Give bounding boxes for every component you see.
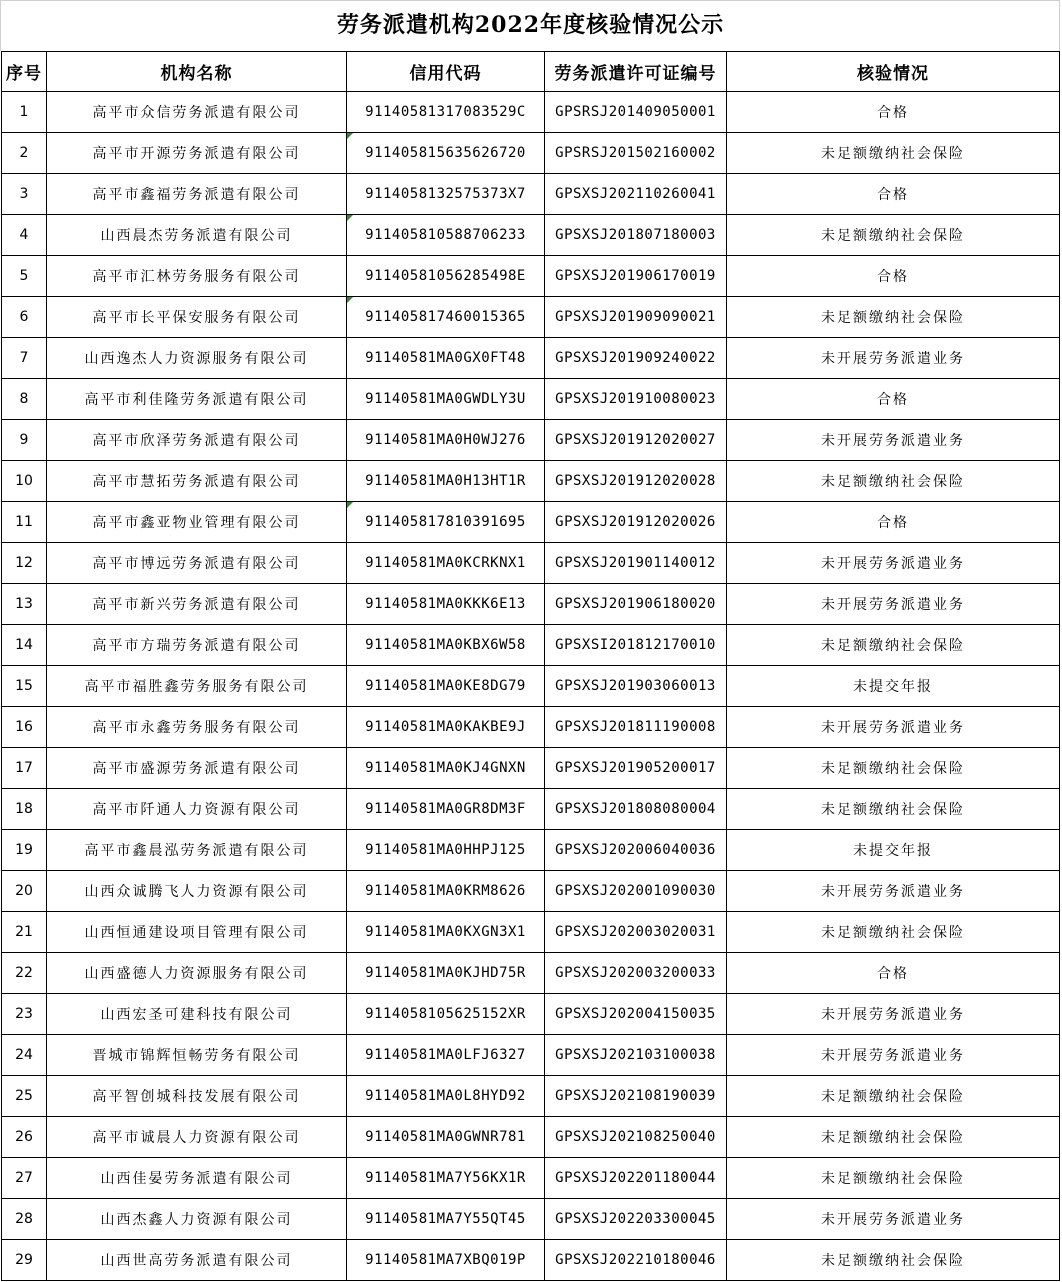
cell-status[interactable]: 未足额缴纳社会保险: [727, 461, 1060, 502]
cell-credit-code[interactable]: 91140581MA0KJHD75R: [347, 953, 545, 994]
cell-status[interactable]: 未足额缴纳社会保险: [727, 748, 1060, 789]
cell-credit-code[interactable]: 91140581MA0GR8DM3F: [347, 789, 545, 830]
cell-status[interactable]: 未足额缴纳社会保险: [727, 789, 1060, 830]
cell-status[interactable]: 未足额缴纳社会保险: [727, 625, 1060, 666]
header-seq[interactable]: 序号: [2, 52, 47, 92]
cell-credit-code[interactable]: 91140581MA0KAKBE9J: [347, 707, 545, 748]
cell-agency-name[interactable]: 高平智创城科技发展有限公司: [47, 1076, 347, 1117]
header-name[interactable]: 机构名称: [47, 52, 347, 92]
cell-license-no[interactable]: GPSXSJ201906170019: [545, 256, 727, 297]
cell-status[interactable]: 合格: [727, 502, 1060, 543]
header-row: [2, 52, 1060, 92]
cell-agency-name[interactable]: 高平市开源劳务派遣有限公司: [47, 133, 347, 174]
table-row: [2, 338, 1060, 379]
cell-credit-code[interactable]: 911405817810391695: [347, 502, 545, 543]
cell-status[interactable]: 合格: [727, 256, 1060, 297]
cell-seq[interactable]: 25: [2, 1076, 47, 1117]
cell-credit-code[interactable]: 91140581MA0KJ4GNXN: [347, 748, 545, 789]
cell-seq[interactable]: 14: [2, 625, 47, 666]
cell-license-no[interactable]: GPSXSJ201909240022: [545, 338, 727, 379]
cell-seq[interactable]: 4: [2, 215, 47, 256]
cell-agency-name[interactable]: 高平市鑫晨泓劳务派遣有限公司: [47, 830, 347, 871]
cell-seq[interactable]: 1: [2, 92, 47, 133]
cell-seq[interactable]: 22: [2, 953, 47, 994]
cell-credit-code[interactable]: 911405810588706233: [347, 215, 545, 256]
cell-credit-code[interactable]: 91140581MA0KXGN3X1: [347, 912, 545, 953]
cell-agency-name[interactable]: 山西恒通建设项目管理有限公司: [47, 912, 347, 953]
cell-seq[interactable]: 16: [2, 707, 47, 748]
cell-agency-name[interactable]: 晋城市锦辉恒畅劳务有限公司: [47, 1035, 347, 1076]
table-row: [2, 174, 1060, 215]
table-row: [2, 502, 1060, 543]
cell-status[interactable]: 未开展劳务派遣业务: [727, 1199, 1060, 1240]
cell-status[interactable]: 未开展劳务派遣业务: [727, 1035, 1060, 1076]
cell-seq[interactable]: 7: [2, 338, 47, 379]
cell-status[interactable]: 未开展劳务派遣业务: [727, 707, 1060, 748]
cell-seq[interactable]: 17: [2, 748, 47, 789]
cell-status[interactable]: 未提交年报: [727, 830, 1060, 871]
cell-license-no[interactable]: GPSXSJ201909090021: [545, 297, 727, 338]
cell-credit-code[interactable]: 91140581MA0KCRKNX1: [347, 543, 545, 584]
cell-credit-code[interactable]: 91140581MA0KE8DG79: [347, 666, 545, 707]
cell-license-no[interactable]: GPSXSJ201903060013: [545, 666, 727, 707]
cell-status[interactable]: 未开展劳务派遣业务: [727, 994, 1060, 1035]
cell-agency-name[interactable]: 高平市利佳隆劳务派遣有限公司: [47, 379, 347, 420]
cell-seq[interactable]: 6: [2, 297, 47, 338]
table-row: [2, 420, 1060, 461]
cell-seq[interactable]: 28: [2, 1199, 47, 1240]
cell-agency-name[interactable]: 山西逸杰人力资源服务有限公司: [47, 338, 347, 379]
cell-license-no[interactable]: GPSXSJ202108250040: [545, 1117, 727, 1158]
agency-table: [1, 51, 1060, 1281]
cell-agency-name[interactable]: 山西宏圣可建科技有限公司: [47, 994, 347, 1035]
table-row: [2, 379, 1060, 420]
cell-credit-code[interactable]: 9114058105625152XR: [347, 994, 545, 1035]
cell-credit-code[interactable]: 91140581MA0GWDLY3U: [347, 379, 545, 420]
cell-license-no[interactable]: GPSXSJ201906180020: [545, 584, 727, 625]
cell-license-no[interactable]: GPSXSJ202203300045: [545, 1199, 727, 1240]
cell-agency-name[interactable]: 高平市新兴劳务派遣有限公司: [47, 584, 347, 625]
cell-license-no[interactable]: GPSXSJ201912020027: [545, 420, 727, 461]
table-row: [2, 1240, 1060, 1281]
cell-status[interactable]: 未足额缴纳社会保险: [727, 297, 1060, 338]
cell-agency-name[interactable]: 山西佳晏劳务派遣有限公司: [47, 1158, 347, 1199]
cell-status[interactable]: 未足额缴纳社会保险: [727, 1158, 1060, 1199]
cell-agency-name[interactable]: 高平市欣泽劳务派遣有限公司: [47, 420, 347, 461]
cell-seq[interactable]: 27: [2, 1158, 47, 1199]
cell-agency-name[interactable]: 山西众诚腾飞人力资源有限公司: [47, 871, 347, 912]
cell-license-no[interactable]: GPSXSI201812170010: [545, 625, 727, 666]
header-status[interactable]: 核验情况: [727, 52, 1060, 92]
cell-credit-code[interactable]: 91140581MA0KKK6E13: [347, 584, 545, 625]
table-row: [2, 1117, 1060, 1158]
cell-credit-code[interactable]: 911405817460015365: [347, 297, 545, 338]
cell-status[interactable]: 未开展劳务派遣业务: [727, 543, 1060, 584]
table-row: [2, 625, 1060, 666]
cell-seq[interactable]: 13: [2, 584, 47, 625]
cell-status[interactable]: 未足额缴纳社会保险: [727, 1240, 1060, 1281]
cell-credit-code[interactable]: 91140581MA0LFJ6327: [347, 1035, 545, 1076]
cell-license-no[interactable]: GPSXSJ201912020028: [545, 461, 727, 502]
table-row: [2, 461, 1060, 502]
cell-status[interactable]: 未提交年报: [727, 666, 1060, 707]
table-row: [2, 1076, 1060, 1117]
cell-agency-name[interactable]: 高平市方瑞劳务派遣有限公司: [47, 625, 347, 666]
cell-seq[interactable]: 23: [2, 994, 47, 1035]
table-row: [2, 92, 1060, 133]
page-title: 劳务派遣机构2022年度核验情况公示: [336, 12, 725, 38]
cell-credit-code[interactable]: 91140581MA0L8HYD92: [347, 1076, 545, 1117]
table-row: [2, 215, 1060, 256]
cell-seq[interactable]: 9: [2, 420, 47, 461]
cell-status[interactable]: 未足额缴纳社会保险: [727, 1076, 1060, 1117]
cell-license-no[interactable]: GPSXSJ202006040036: [545, 830, 727, 871]
table-row: [2, 871, 1060, 912]
cell-agency-name[interactable]: 高平市鑫亚物业管理有限公司: [47, 502, 347, 543]
cell-license-no[interactable]: GPSXSJ201912020026: [545, 502, 727, 543]
cell-seq[interactable]: 2: [2, 133, 47, 174]
table-row: [2, 1199, 1060, 1240]
table-row: [2, 707, 1060, 748]
cell-status[interactable]: 合格: [727, 174, 1060, 215]
cell-license-no[interactable]: GPSXSJ201811190008: [545, 707, 727, 748]
table-row: [2, 953, 1060, 994]
cell-credit-code[interactable]: 91140581056285498E: [347, 256, 545, 297]
cell-credit-code[interactable]: 91140581MA7Y55QT45: [347, 1199, 545, 1240]
cell-license-no[interactable]: GPSXSJ202001090030: [545, 871, 727, 912]
cell-seq[interactable]: 10: [2, 461, 47, 502]
table-row: [2, 297, 1060, 338]
cell-seq[interactable]: 18: [2, 789, 47, 830]
cell-license-no[interactable]: GPSXSJ202201180044: [545, 1158, 727, 1199]
table-row: [2, 1158, 1060, 1199]
cell-agency-name[interactable]: 高平市阡通人力资源有限公司: [47, 789, 347, 830]
cell-seq[interactable]: 15: [2, 666, 47, 707]
cell-seq[interactable]: 29: [2, 1240, 47, 1281]
cell-status[interactable]: 未足额缴纳社会保险: [727, 133, 1060, 174]
cell-seq[interactable]: 24: [2, 1035, 47, 1076]
cell-seq[interactable]: 8: [2, 379, 47, 420]
table-row: [2, 133, 1060, 174]
cell-seq[interactable]: 5: [2, 256, 47, 297]
cell-agency-name[interactable]: 高平市汇林劳务服务有限公司: [47, 256, 347, 297]
cell-status[interactable]: 合格: [727, 92, 1060, 133]
cell-agency-name[interactable]: 高平市永鑫劳务服务有限公司: [47, 707, 347, 748]
cell-status[interactable]: 未开展劳务派遣业务: [727, 338, 1060, 379]
cell-agency-name[interactable]: 高平市盛源劳务派遣有限公司: [47, 748, 347, 789]
cell-seq[interactable]: 19: [2, 830, 47, 871]
cell-agency-name[interactable]: 高平市博远劳务派遣有限公司: [47, 543, 347, 584]
table-row: [2, 789, 1060, 830]
cell-status[interactable]: 未开展劳务派遣业务: [727, 871, 1060, 912]
cell-seq[interactable]: 26: [2, 1117, 47, 1158]
table-row: [2, 830, 1060, 871]
cell-credit-code[interactable]: 91140581MA0GX0FT48: [347, 338, 545, 379]
cell-credit-code[interactable]: 9114058132575373X7: [347, 174, 545, 215]
table-row: [2, 994, 1060, 1035]
table-row: [2, 1035, 1060, 1076]
header-credit-code[interactable]: 信用代码: [347, 52, 545, 92]
cell-credit-code[interactable]: 911405815635626720: [347, 133, 545, 174]
cell-credit-code[interactable]: 91140581MA0KRM8626: [347, 871, 545, 912]
cell-status[interactable]: 未足额缴纳社会保险: [727, 215, 1060, 256]
cell-status[interactable]: 合格: [727, 953, 1060, 994]
cell-credit-code[interactable]: 91140581MA0H0WJ276: [347, 420, 545, 461]
cell-agency-name[interactable]: 高平市诚晨人力资源有限公司: [47, 1117, 347, 1158]
cell-license-no[interactable]: GPSXSJ202110260041: [545, 174, 727, 215]
cell-status[interactable]: 未开展劳务派遣业务: [727, 420, 1060, 461]
table-row: [2, 666, 1060, 707]
cell-status[interactable]: 未足额缴纳社会保险: [727, 1117, 1060, 1158]
cell-agency-name[interactable]: 高平市鑫福劳务派遣有限公司: [47, 174, 347, 215]
cell-credit-code[interactable]: 91140581MA0H13HT1R: [347, 461, 545, 502]
table-row: [2, 748, 1060, 789]
cell-license-no[interactable]: GPSXSJ201807180003: [545, 215, 727, 256]
cell-status[interactable]: 未足额缴纳社会保险: [727, 912, 1060, 953]
cell-status[interactable]: 合格: [727, 379, 1060, 420]
table-row: [2, 256, 1060, 297]
cell-license-no[interactable]: GPSXSJ202003200033: [545, 953, 727, 994]
cell-agency-name[interactable]: 高平市福胜鑫劳务服务有限公司: [47, 666, 347, 707]
cell-license-no[interactable]: GPSXSJ202210180046: [545, 1240, 727, 1281]
cell-license-no[interactable]: GPSXSJ201808080004: [545, 789, 727, 830]
cell-status[interactable]: 未开展劳务派遣业务: [727, 584, 1060, 625]
cell-license-no[interactable]: GPSRSJ201409050001: [545, 92, 727, 133]
cell-agency-name[interactable]: 高平市长平保安服务有限公司: [47, 297, 347, 338]
table-body: [2, 92, 1060, 1281]
cell-credit-code[interactable]: 91140581MA0GWNR781: [347, 1117, 545, 1158]
cell-license-no[interactable]: GPSXSJ201905200017: [545, 748, 727, 789]
table-row: [2, 584, 1060, 625]
table-row: [2, 543, 1060, 584]
cell-agency-name[interactable]: 山西盛德人力资源服务有限公司: [47, 953, 347, 994]
cell-seq[interactable]: 21: [2, 912, 47, 953]
cell-seq[interactable]: 12: [2, 543, 47, 584]
cell-seq[interactable]: 3: [2, 174, 47, 215]
table-row: [2, 912, 1060, 953]
cell-license-no[interactable]: GPSXSJ202108190039: [545, 1076, 727, 1117]
cell-agency-name[interactable]: 山西晨杰劳务派遣有限公司: [47, 215, 347, 256]
cell-agency-name[interactable]: 山西世高劳务派遣有限公司: [47, 1240, 347, 1281]
cell-seq[interactable]: 20: [2, 871, 47, 912]
cell-license-no[interactable]: GPSXSJ202004150035: [545, 994, 727, 1035]
cell-seq[interactable]: 11: [2, 502, 47, 543]
cell-credit-code[interactable]: 91140581MA0HHPJ125: [347, 830, 545, 871]
cell-credit-code[interactable]: 91140581MA7Y56KX1R: [347, 1158, 545, 1199]
cell-license-no[interactable]: GPSXSJ202103100038: [545, 1035, 727, 1076]
cell-agency-name[interactable]: 高平市众信劳务派遣有限公司: [47, 92, 347, 133]
cell-license-no[interactable]: GPSXSJ202003020031: [545, 912, 727, 953]
cell-credit-code[interactable]: 91140581MA7XBQ019P: [347, 1240, 545, 1281]
header-license-no[interactable]: 劳务派遣许可证编号: [545, 52, 727, 92]
cell-agency-name[interactable]: 高平市慧拓劳务派遣有限公司: [47, 461, 347, 502]
cell-license-no[interactable]: GPSRSJ201502160002: [545, 133, 727, 174]
cell-credit-code[interactable]: 91140581MA0KBX6W58: [347, 625, 545, 666]
cell-agency-name[interactable]: 山西杰鑫人力资源有限公司: [47, 1199, 347, 1240]
cell-license-no[interactable]: GPSXSJ201910080023: [545, 379, 727, 420]
cell-credit-code[interactable]: 91140581317083529C: [347, 92, 545, 133]
cell-license-no[interactable]: GPSXSJ201901140012: [545, 543, 727, 584]
